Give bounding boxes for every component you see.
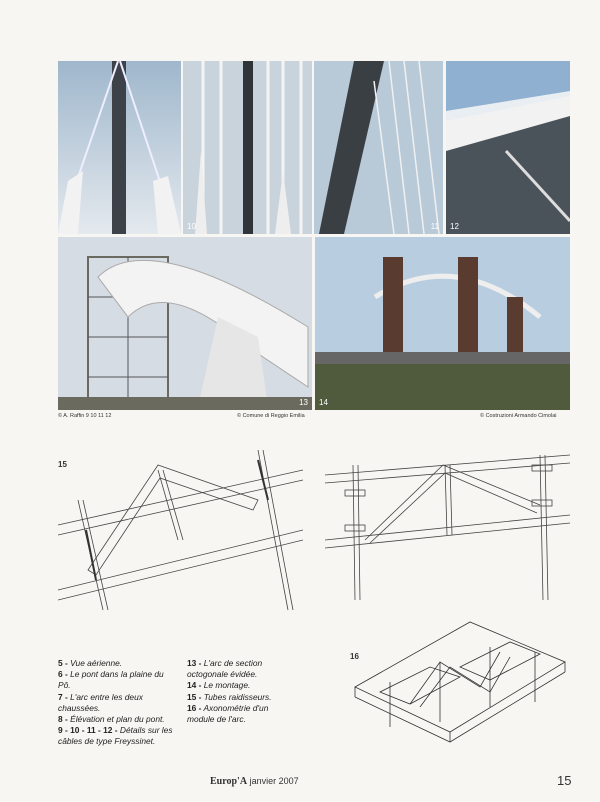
caption-item: 7 - L'arc entre les deux chaussées. [58, 691, 143, 713]
figure-15-left-drawing [58, 440, 303, 615]
photo-10 [183, 61, 312, 234]
caption-item: 14 - Le montage. [187, 680, 251, 691]
caption-item: 13 - L'arc de section octogonale évidée. [187, 658, 263, 680]
photo-11 [314, 61, 443, 234]
caption-item: 6 - Le pont dans la plaine du Pô. [58, 669, 164, 691]
footer [210, 776, 299, 787]
photo-number: 13 [299, 398, 308, 407]
photo-cable-anchors [58, 61, 181, 234]
caption-item: 8 - Élévation et plan du pont. [58, 714, 165, 725]
captions-right-column [187, 658, 292, 725]
figure-15-label: 15 [58, 460, 67, 469]
caption-item: 5 - Vue aérienne. [58, 658, 123, 668]
figure-16-axonometric-drawing [350, 612, 570, 752]
figure-15-right-drawing [325, 445, 570, 605]
photo-number: 12 [450, 222, 459, 231]
magazine-brand: Europ'A [210, 776, 248, 787]
photo-12 [446, 61, 570, 234]
photo-number: 10 [187, 222, 196, 231]
photo-number: 14 [319, 398, 328, 407]
photo-credit-right: © Costruzioni Armando Cimolai [480, 413, 557, 419]
photo-14 [315, 237, 570, 410]
page-number: 15 [557, 773, 572, 788]
photo-13 [58, 237, 312, 410]
captions-left-column [58, 658, 176, 748]
photo-credit-middle: © Comune di Reggio Emilia [237, 413, 305, 419]
caption-item: 16 - Axonométrie d'un module de l'arc. [187, 702, 269, 725]
caption-item: 15 - Tubes raidisseurs. [187, 691, 272, 702]
caption-item: 9 - 10 - 11 - 12 - Détails sur les câbles de type Freyssinet. [58, 725, 173, 747]
photo-credit-left: © A. Raffin 9 10 11 12 [58, 413, 112, 419]
issue-date: janvier 2007 [249, 776, 299, 786]
photo-number: 11 [430, 222, 439, 231]
figure-16-label: 16 [350, 652, 359, 661]
